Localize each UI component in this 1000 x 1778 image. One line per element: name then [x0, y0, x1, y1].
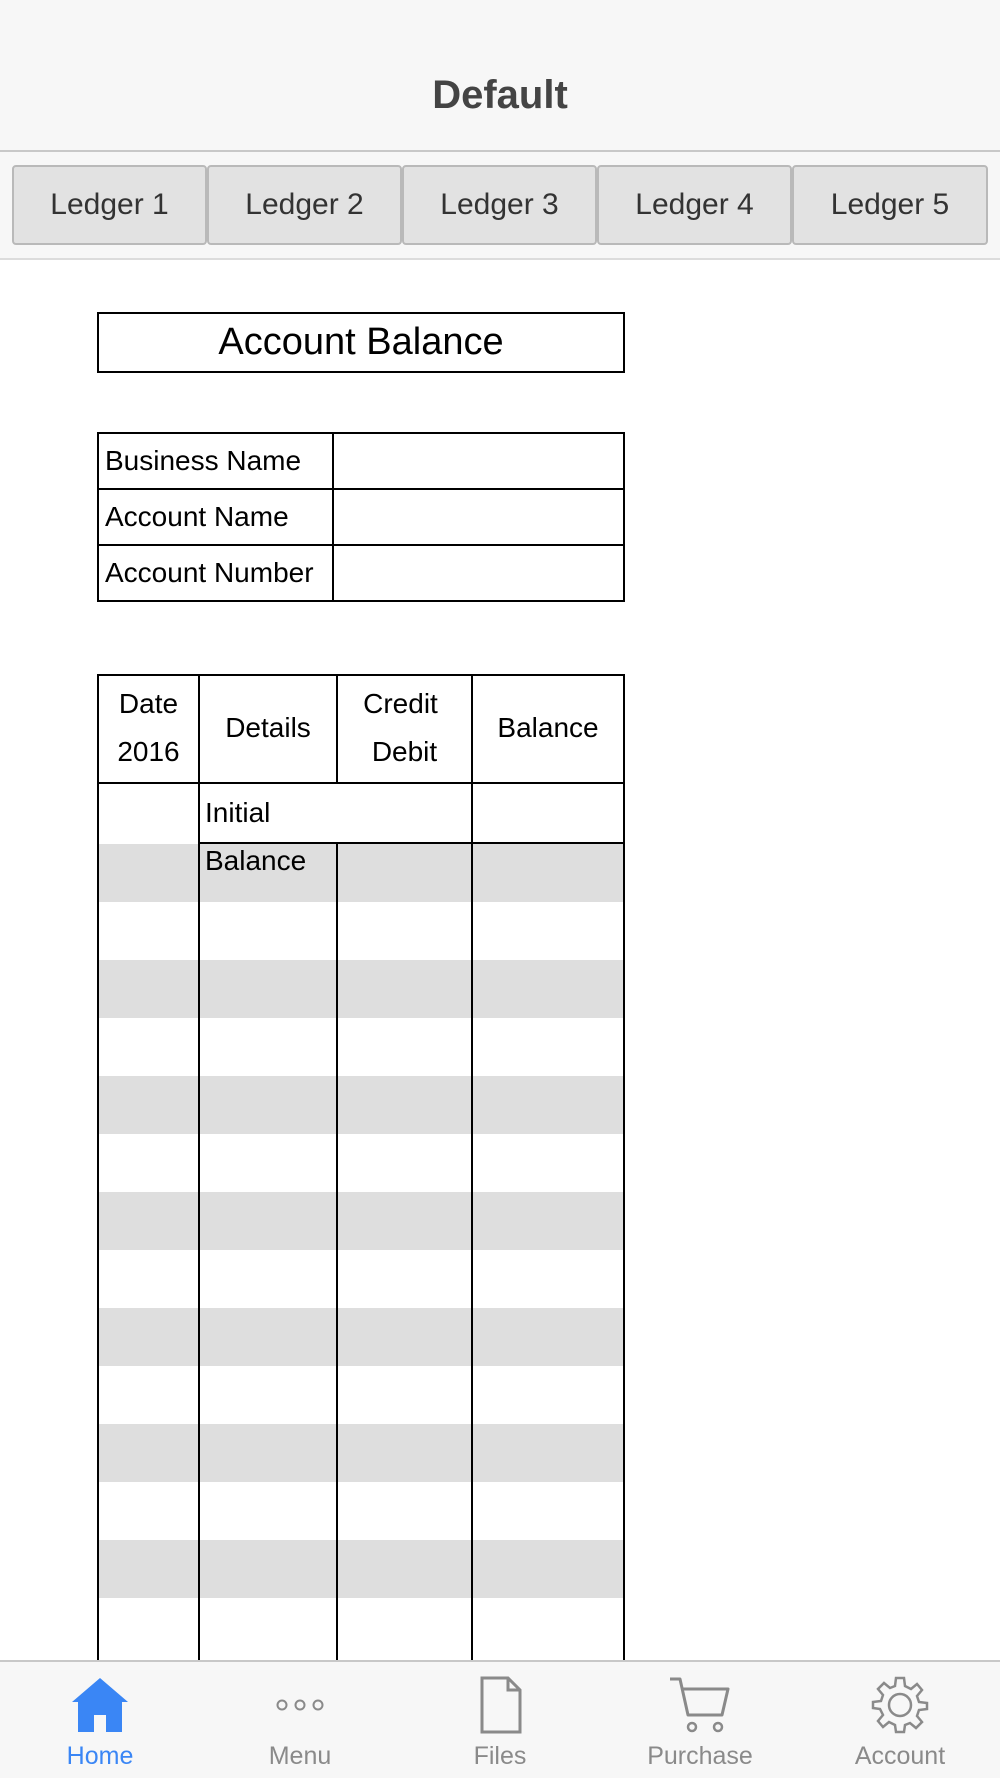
navigation-header	[0, 0, 1000, 152]
ledger-divider-details	[336, 842, 338, 1660]
ledger-row[interactable]	[99, 1250, 623, 1308]
ledger-row[interactable]	[99, 1540, 623, 1598]
ledger-right-border	[623, 674, 625, 1660]
ledger-divider-credit	[471, 674, 473, 1660]
ledger-row[interactable]	[99, 1366, 623, 1424]
initial-balance-label: Initial Balance	[205, 797, 307, 876]
info-row-account-name	[98, 489, 624, 545]
ledger-row[interactable]	[99, 1482, 623, 1540]
tab-menu[interactable]	[200, 1662, 400, 1778]
tab-files[interactable]	[400, 1662, 600, 1778]
tab-purchase[interactable]	[600, 1662, 800, 1778]
ledger-row[interactable]	[99, 1308, 623, 1366]
ledger-left-border	[97, 674, 99, 1660]
tab-account-label: Account	[854, 1742, 946, 1770]
tab-purchase-label: Purchase	[647, 1742, 753, 1770]
ledger-header-bottom-border	[97, 782, 625, 784]
ledger-1-button[interactable]: Ledger 1	[12, 165, 207, 245]
ledger-row[interactable]	[99, 1018, 623, 1076]
ledger-5-button[interactable]: Ledger 5	[792, 165, 988, 245]
home-icon	[70, 1674, 130, 1736]
account-info-table	[97, 432, 625, 602]
sheet-title: Account Balance	[97, 312, 625, 373]
credit-header: Credit	[363, 688, 438, 719]
date-header-line1: Date	[118, 688, 179, 719]
business-name-field[interactable]	[333, 433, 624, 489]
tab-files-label: Files	[473, 1742, 527, 1770]
gear-icon	[870, 1674, 930, 1736]
info-row-account-number	[98, 545, 624, 601]
ledger-divider-date	[198, 674, 200, 1660]
details-header: Details	[225, 712, 311, 743]
ledger-row[interactable]	[99, 902, 623, 960]
business-name-label: Business Name	[98, 433, 333, 489]
tab-menu-label: Menu	[268, 1742, 332, 1770]
account-name-field[interactable]	[333, 489, 624, 545]
tab-home[interactable]	[0, 1662, 200, 1778]
more-icon	[270, 1674, 330, 1736]
info-row-business-name	[98, 433, 624, 489]
date-header-line2: 2016	[117, 736, 180, 767]
ledger-row[interactable]	[99, 1134, 623, 1192]
ledger-row[interactable]	[99, 1424, 623, 1482]
ledger-3-button[interactable]: Ledger 3	[402, 165, 597, 245]
ledger-row[interactable]	[99, 1598, 623, 1656]
account-number-field[interactable]	[333, 545, 624, 601]
ledger-2-button[interactable]: Ledger 2	[207, 165, 402, 245]
account-name-label: Account Name	[98, 489, 333, 545]
bottom-tab-bar	[0, 1660, 1000, 1778]
ledger-row[interactable]	[99, 1192, 623, 1250]
balance-header: Balance	[497, 712, 599, 743]
tab-account[interactable]	[800, 1662, 1000, 1778]
file-icon	[470, 1674, 530, 1736]
ledger-tab-bar	[0, 152, 1000, 260]
cart-icon	[668, 1674, 732, 1736]
ledger-row[interactable]	[99, 844, 623, 902]
debit-header: Debit	[371, 736, 438, 767]
page-title: Default	[432, 73, 568, 117]
tab-home-label: Home	[66, 1742, 134, 1770]
ledger-4-button[interactable]: Ledger 4	[597, 165, 792, 245]
ledger-top-border	[97, 674, 625, 676]
ledger-row[interactable]	[99, 960, 623, 1018]
account-number-label: Account Number	[98, 545, 333, 601]
ledger-row[interactable]	[99, 1076, 623, 1134]
